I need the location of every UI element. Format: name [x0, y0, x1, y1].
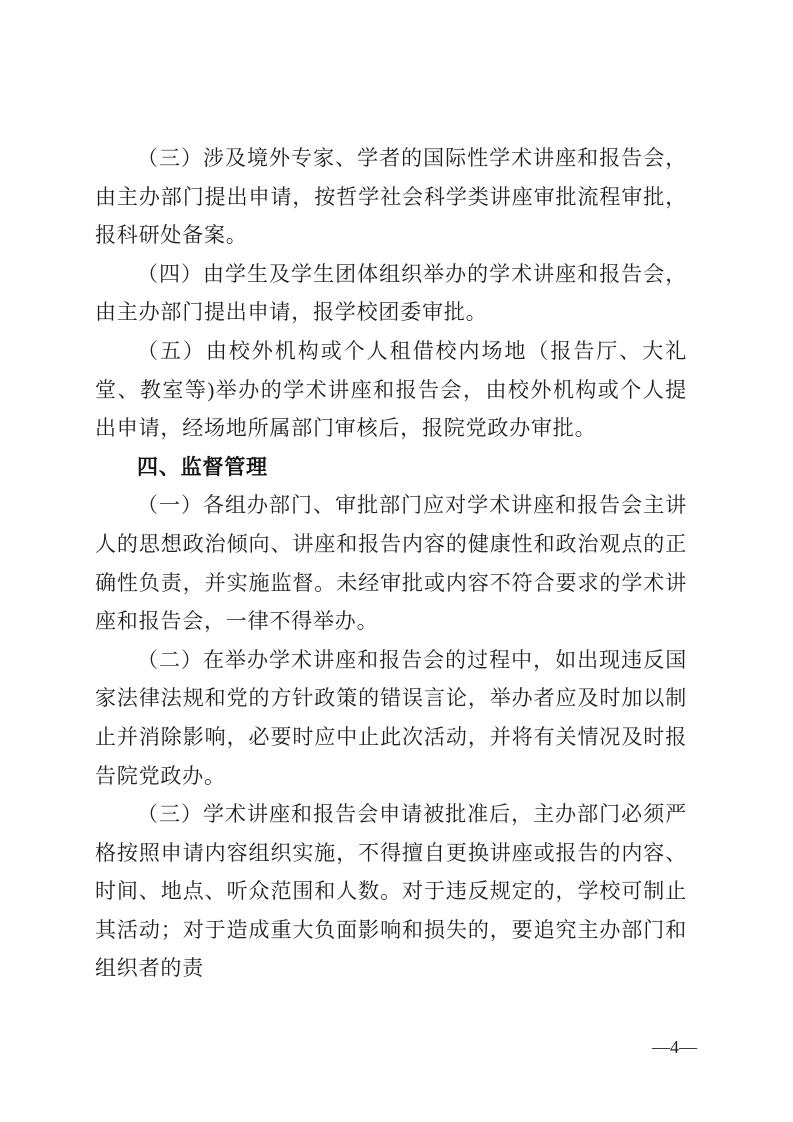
paragraph: （五）由校外机构或个人租借校内场地（报告厅、大礼堂、教室等)举办的学术讲座和报告会，由校外机构或个人提出申请，经场地所属部门审核后，报院党政办审批。	[95, 338, 687, 441]
paragraph: （四）由学生及学生团体组织举办的学术讲座和报告会，由主办部门提出申请，报学校团委审批。	[95, 261, 687, 325]
paragraph: （三）涉及境外专家、学者的国际性学术讲座和报告会，由主办部门提出申请，按哲学社会科学类讲座审批流程审批，报科研处备案。	[95, 146, 687, 248]
section-heading: 四、监督管理	[137, 454, 268, 479]
page-number: —4—	[652, 1037, 697, 1057]
paragraph: （三）学术讲座和报告会申请被批准后，主办部门必须严格按照申请内容组织实施，不得擅自更换讲座或报告的内容、时间、地点、听众范围和人数。对于违反规定的，学校可制止其活动；对于造成重大负面影响和损失的，要追究主办部门和组织者的责	[95, 802, 687, 981]
document-body	[95, 139, 687, 988]
paragraph: （二）在举办学术讲座和报告会的过程中，如出现违反国家法律法规和党的方针政策的错误言论，举办者应及时加以制止并消除影响，必要时应中止此次活动，并将有关情况及时报告院党政办。	[95, 647, 687, 788]
paragraph: （一）各组办部门、审批部门应对学术讲座和报告会主讲人的思想政治倾向、讲座和报告内容的健康性和政治观点的正确性负责，并实施监督。未经审批或内容不符合要求的学术讲座和报告会，一律不得举办。	[95, 493, 687, 634]
